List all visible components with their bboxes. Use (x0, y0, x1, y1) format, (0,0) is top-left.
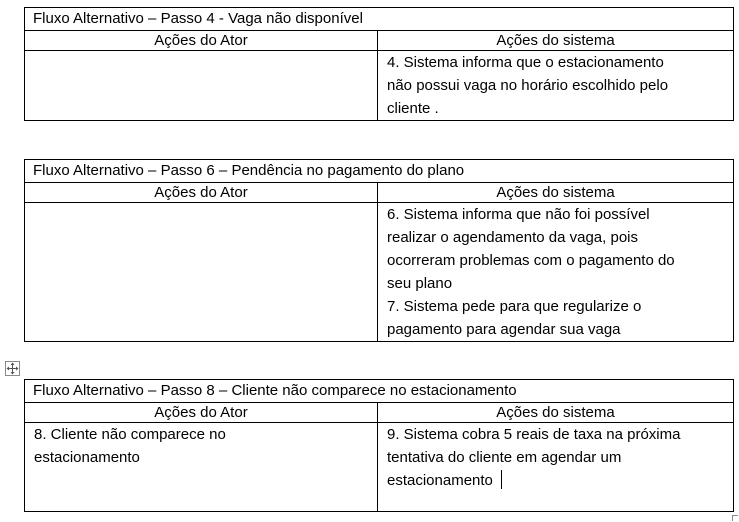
actor-actions-cell[interactable] (25, 203, 378, 342)
system-action-line: cliente . (387, 100, 439, 117)
actor-actions-header: Ações do Ator (25, 31, 378, 51)
table-title: Fluxo Alternativo – Passo 8 – Cliente não comparece no estacionamento (25, 380, 734, 403)
system-action-line: 4. Sistema informa que o estacionamento (387, 54, 664, 71)
system-action-line: pagamento para agendar sua vaga (387, 321, 621, 338)
system-action-line: ocorreram problemas com o pagamento do (387, 252, 675, 269)
actor-action-line: estacionamento (34, 449, 140, 466)
actor-action-line: 8. Cliente não comparece no (34, 426, 226, 443)
flow-table-passo-6 (24, 159, 734, 342)
actor-actions-cell[interactable] (25, 423, 378, 512)
table-resize-handle[interactable] (732, 515, 738, 521)
actor-actions-header: Ações do Ator (25, 183, 378, 203)
actor-actions-header: Ações do Ator (25, 403, 378, 423)
table-title: Fluxo Alternativo – Passo 6 – Pendência no pagamento do plano (25, 160, 734, 183)
system-actions-header: Ações do sistema (378, 31, 734, 51)
text-cursor (501, 470, 502, 489)
system-actions-header: Ações do sistema (378, 183, 734, 203)
system-action-line: tentativa do cliente em agendar um (387, 449, 622, 466)
table-title: Fluxo Alternativo – Passo 4 - Vaga não disponível (25, 8, 734, 31)
system-action-line: não possui vaga no horário escolhido pelo (387, 77, 669, 94)
system-actions-cell[interactable] (378, 423, 734, 512)
flow-table-passo-8 (24, 379, 734, 512)
system-action-line (387, 469, 729, 492)
system-actions-header: Ações do sistema (378, 403, 734, 423)
system-actions-cell[interactable] (378, 203, 734, 342)
system-action-line: 6. Sistema informa que não foi possível (387, 206, 650, 223)
system-action-text: estacionamento (387, 472, 493, 489)
system-action-line: 9. Sistema cobra 5 reais de taxa na próxima (387, 426, 681, 443)
system-action-line: seu plano (387, 275, 453, 292)
system-actions-cell[interactable] (378, 51, 734, 121)
system-action-line: 7. Sistema pede para que regularize o (387, 298, 642, 315)
flow-table-passo-4 (24, 7, 734, 121)
actor-actions-cell[interactable] (25, 51, 378, 121)
four-way-arrow-icon[interactable] (5, 361, 20, 376)
system-action-line: realizar o agendamento da vaga, pois (387, 229, 639, 246)
